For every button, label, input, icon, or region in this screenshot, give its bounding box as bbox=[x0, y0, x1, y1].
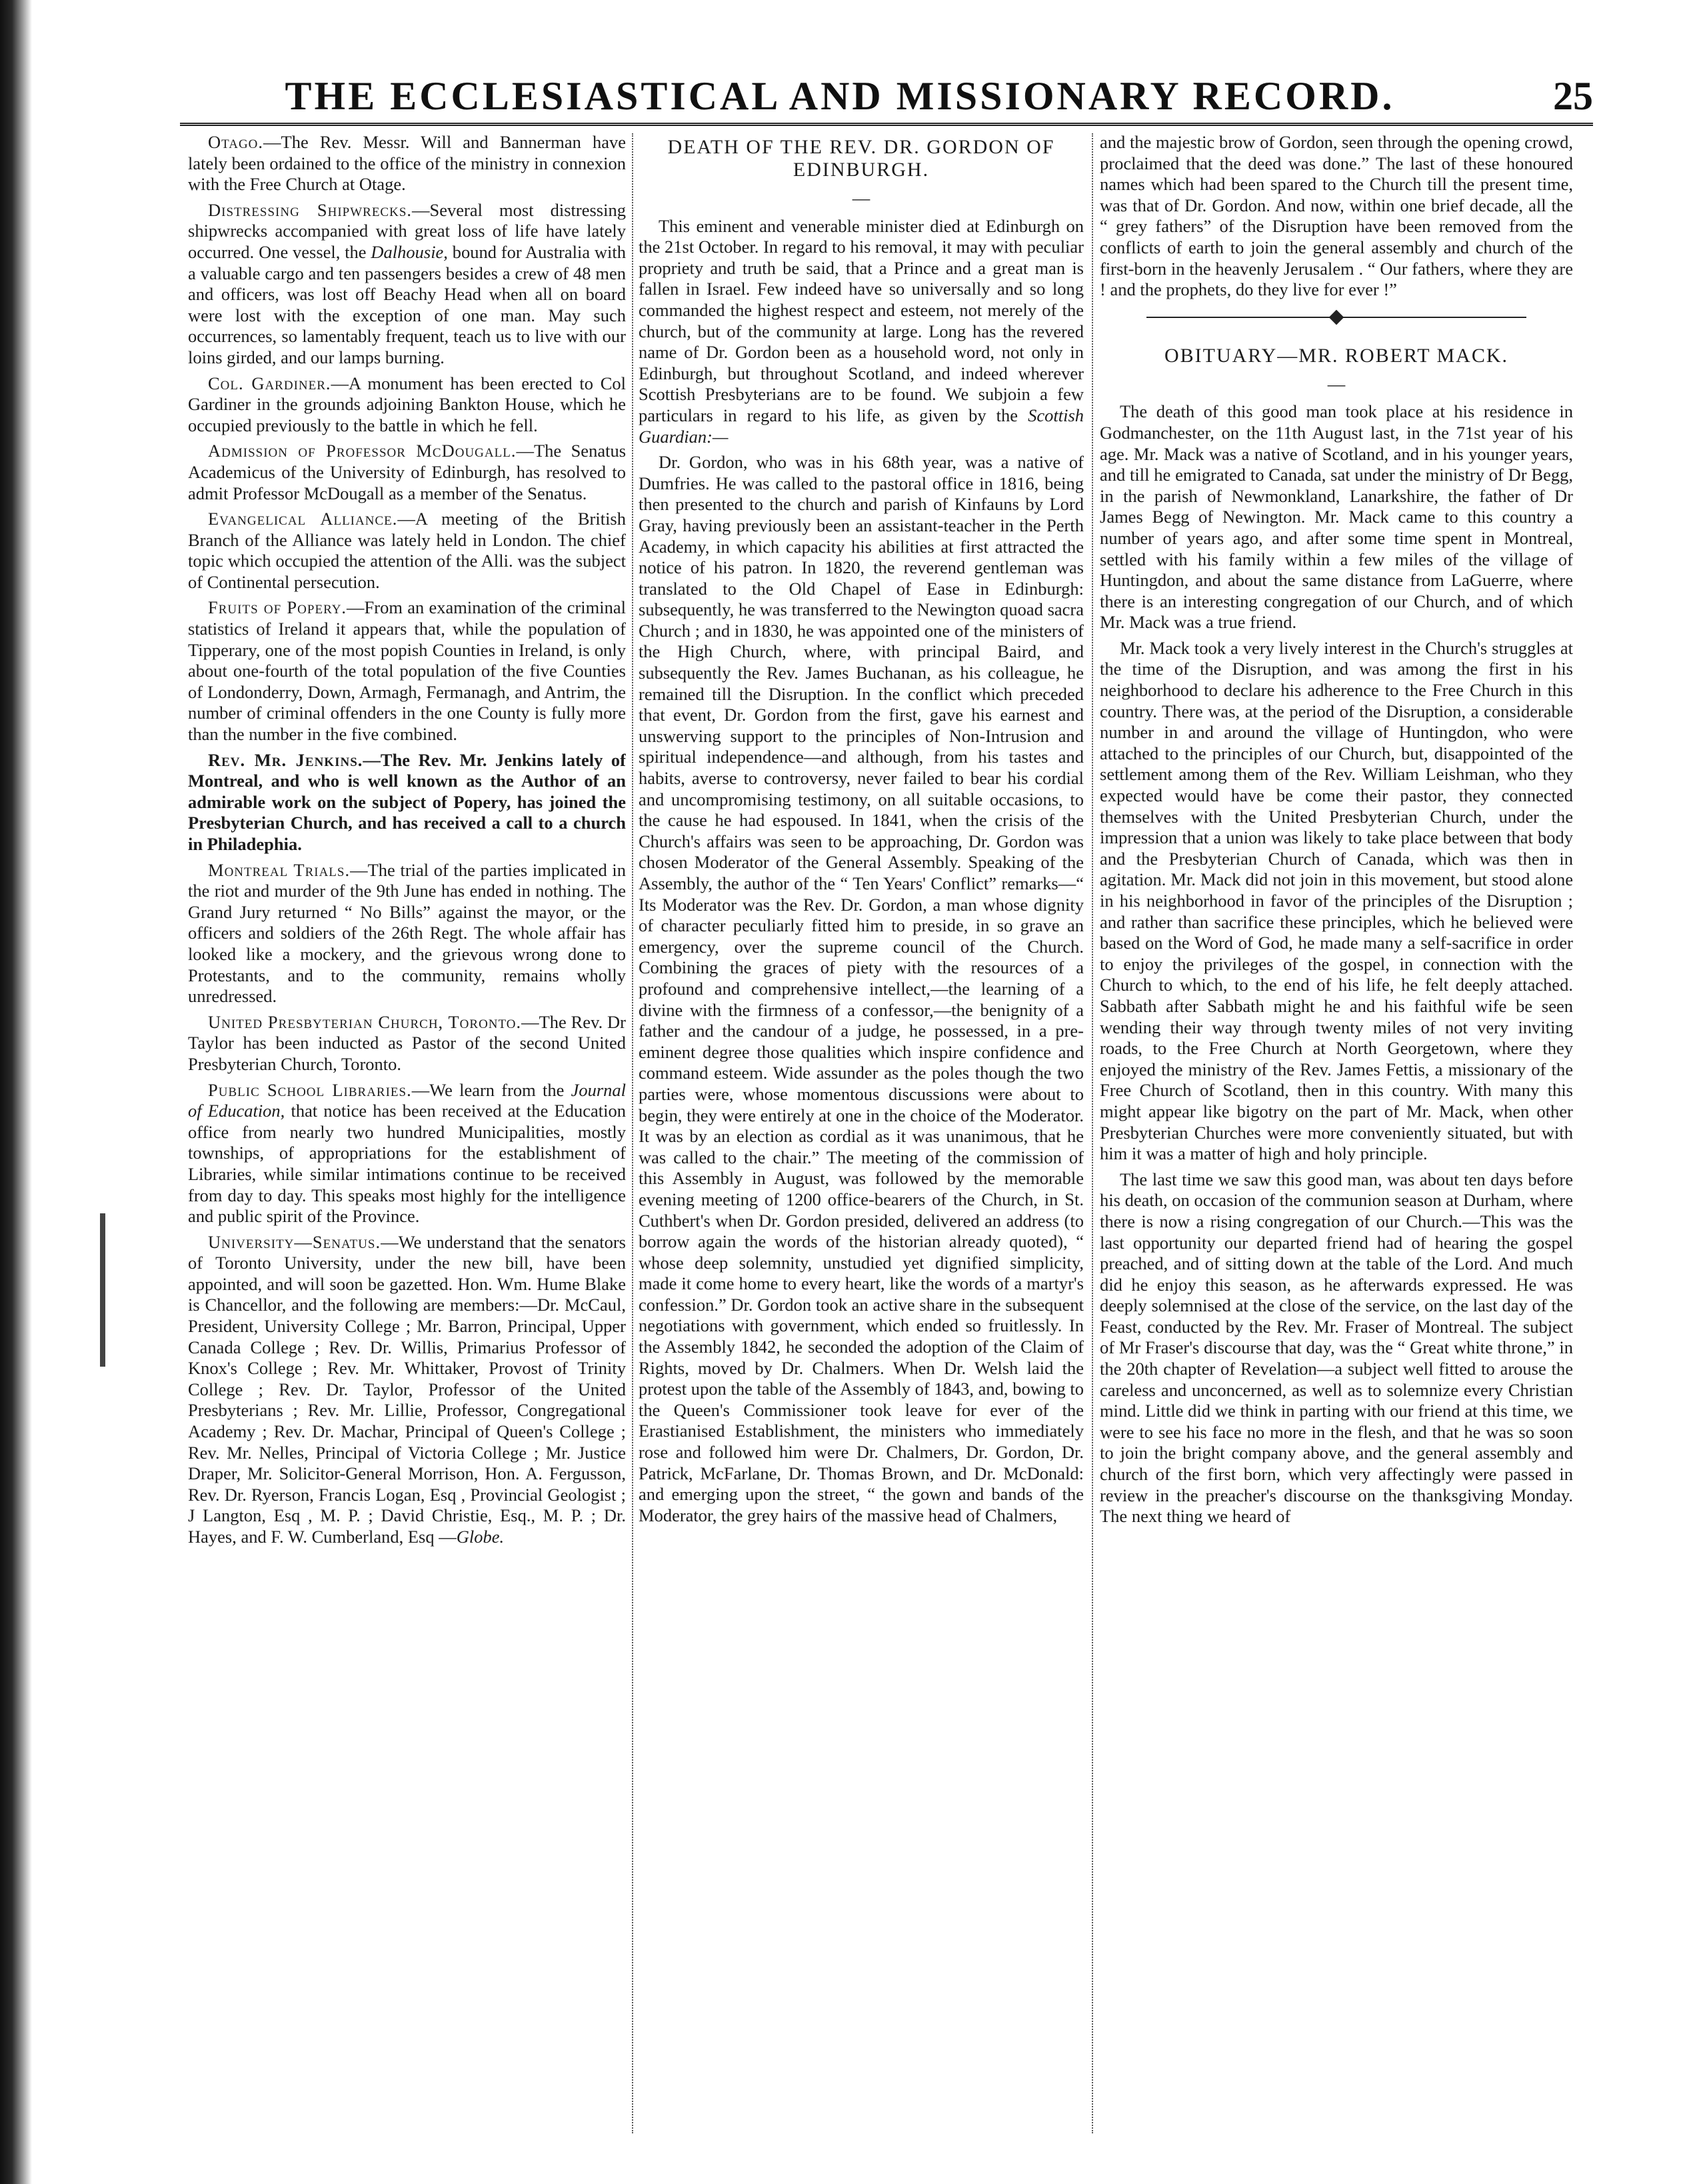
item-body: —Several most distressing shipwrecks accompanied with great loss of life have lately occurred. One vessel, the bbox=[188, 199, 626, 262]
section-divider-ornament bbox=[1146, 317, 1526, 327]
item-body: —A monument has been erected to Col Gardiner in the grounds adjoining Bankton House, which he occupied previously to the battle in which he fell. bbox=[188, 373, 626, 435]
journal-name: Journal of Education, bbox=[188, 1079, 626, 1121]
title-dash: — bbox=[852, 188, 870, 208]
news-item-popery bbox=[188, 597, 626, 745]
paragraph-text: This eminent and venerable minister died at Edinburgh on the 21st October. In regard to his removal, it may with peculiar propriety and truth be said, that a Prince and a great man is fallen in Israel. Few indeed have so universally and so long commanded the highest respect and esteem, not merely of the church, but of the community at large. Long has the revered name of Dr. Gordon been as a household word, not only in Edinburgh, but throughout Scotland, and indeed wherever Scottish Presbyterians are to be found. We subjoin a few particulars in regard to his life, as given by the bbox=[639, 215, 1084, 425]
news-item-libraries bbox=[188, 1080, 626, 1227]
column-middle bbox=[639, 132, 1084, 2145]
news-item-trials bbox=[188, 860, 626, 1007]
item-heading: United Presbyterian Church, Toronto. bbox=[208, 1011, 522, 1032]
source-name: Scottish Guardian:— bbox=[639, 405, 1084, 447]
item-heading: Otago. bbox=[208, 132, 264, 152]
page-binding-edge bbox=[0, 0, 32, 2184]
item-heading: Public School Libraries. bbox=[208, 1079, 412, 1100]
news-item-alliance bbox=[188, 509, 626, 593]
ship-name: Dalhousie, bbox=[371, 241, 448, 262]
item-heading: Col. Gardiner. bbox=[208, 373, 331, 393]
item-heading: Rev. Mr. Jenkins. bbox=[208, 749, 363, 770]
header-rule bbox=[180, 123, 1593, 126]
title-dash: — bbox=[1327, 373, 1346, 394]
article-paragraph: Mr. Mack took a very lively interest in the Church's struggles at the time of the Disruption, and was among the first in his neighborhood to declare his adherence to the Free Church in this country. There was, at the period of the Disruption, a considerable number in and around the village of Huntingdon, who were attached to the principles of our Church, but, disappointed of the settlement among them of the Rev. William Leishman, who they expected would have be come their pastor, they connected themselves with the United Presbyterian Church, under the impression that a union was likely to take place between that body and the Presbyterian Church of Canada, which was then in agitation. Mr. Mack did not join in this movement, but stood alone in his neighborhood in favor of the principles of the Disruption ; and rather than sacrifice these principles, which he believed were based on the Word of God, he made many a self-sacrifice in order to enjoy the privileges of the gospel, in connection with the Church to which, to the end of his life, he felt deeply attached. Sabbath after Sabbath might he and his faithful wife be seen wending their way through twenty miles of not very inviting roads, to the Free Church at North Georgetown, where they enjoyed the ministry of the Rev. James Fettis, a missionary of the Free Church of Scotland, then in this country. With many this might appear like bigotry on the part of Mr. Mack, when other Presbyterian Churches were more conveniently situated, but with him it was a matter of high and holy principle. bbox=[1100, 637, 1573, 1164]
article-paragraph: The last time we saw this good man, was about ten days before his death, on occasion of the communion season at Durham, where there is now a rising congregation of our Church.—This was the last opportunity our departed friend had of hearing the gospel preached, and of sitting down at the table of the Lord. And much did he enjoy this season, as he afterwards expressed. He was deeply solemnised at the close of the service, on the last day of the Feast, conducted by the Rev. Mr. Fraser of Montreal. The subject of Mr Fraser's discourse that day, was the “ Great white throne,” in the 20th chapter of Revelation—a subject well fitted to arouse the careless and unconcerned, as well as to solemnize every Christian mind. Little did we think in parting with our friend at this time, we were to see his face no more in the flesh, and that he was so soon to join the bright company above, and the general assembly and church of the first born, which very affectingly were passed in review in the preacher's discourse on the thanksgiving Monday. The next thing we heard of bbox=[1100, 1169, 1573, 1527]
item-heading: Admission of Professor McDougall. bbox=[208, 441, 517, 461]
news-item-otago bbox=[188, 132, 626, 195]
article-continuation: and the majestic brow of Gordon, seen through the opening crowd, proclaimed that the deed was done.” The last of these honoured names which had been spared to the Church till the present time, was that of Dr. Gordon. And now, within one brief decade, all the “ grey fathers” of the Disruption have been removed from the conflicts of earth to join the general assembly and church of the first-born in the heavenly Jerusalem . “ Our fathers, where they are ! and the prophets, do they live for ever !” bbox=[1100, 132, 1573, 300]
page-number: 25 bbox=[1553, 74, 1593, 118]
item-body: —The trial of the parties implicated in the riot and murder of the 9th June has ended in nothing. The Grand Jury returned “ No Bills” against the mayor, or the officers and soldiers of the 26th Regt. The whole affair has looked like a mockery, and the grievous wrong done to Protestants, and to the community, remains wholly unredressed. bbox=[188, 859, 626, 1007]
page-header bbox=[180, 67, 1593, 127]
item-heading: University—Senatus. bbox=[208, 1231, 381, 1252]
item-body: that notice has been received at the Education office from nearly two hundred Municipalities, mostly townships, of appropriations for the establishment of Libraries, while similar intimations continue to be received from day to day. This speaks most highly for the intelligence and public spirit of the Province. bbox=[188, 1101, 626, 1227]
item-body: —A meeting of the British Branch of the Alliance was lately held in London. The chief topic which occupied the attention of the Alli. was the subject of Continental persecution. bbox=[188, 509, 626, 592]
source-name: Globe. bbox=[456, 1527, 505, 1547]
news-item-senatus bbox=[188, 1232, 626, 1548]
item-heading: Evangelical Alliance. bbox=[208, 509, 398, 529]
item-body: —The Rev. Dr Taylor has been inducted as Pastor of the second United Presbyterian Church, Toronto. bbox=[188, 1011, 626, 1074]
news-item-upc bbox=[188, 1012, 626, 1075]
item-body: bound for Australia with a valuable cargo and ten passengers besides a crew of 48 men and officers, was lost off Beachy Head when all on board were lost with the exception of one man. May such occurrences, so lamentably frequent, teach us to live with our loins girded, and our lamps burning. bbox=[188, 241, 626, 367]
article-title-obituary: OBITUARY—MR. ROBERT MACK. bbox=[1164, 344, 1509, 367]
article-title-gordon: DEATH OF THE REV. DR. GORDON OF EDINBURGH. bbox=[667, 136, 1055, 181]
item-body: —The Senatus Academicus of the University of Edinburgh, has resolved to admit Professor McDougall as a member of the Senatus. bbox=[188, 441, 626, 503]
news-item-gardiner bbox=[188, 373, 626, 437]
item-body: —From an examination of the criminal statistics of Ireland it appears that, while the population of Tipperary, one of the most popish Counties in Ireland, is only about one-fourth of the total population of the five Counties of Londonderry, Down, Armagh, Fermanagh, and Antrim, the number of criminal offenders in the one County is fully more than the number in the five combined. bbox=[188, 597, 626, 745]
item-body: —The Rev. Mr. Jenkins lately of Montreal, and who is well known as the Author of an admirable work on the subject of Popery, has joined the Presbyterian Church, and has received a call to a church in Philadephia. bbox=[188, 749, 626, 854]
article-paragraph: The death of this good man took place at his residence in Godmanchester, on the 11th August last, in the 71st year of his age. Mr. Mack was a native of Scotland, and in his younger years, and till he emigrated to Canada, sat under the ministry of Dr Begg, in the parish of Newmonkland, Lanarkshire, the father of Dr James Begg of Newington. Mr. Mack came to this country a number of years ago, and after some time spent in Montreal, settled with his family within a few miles of the village of Huntingdon, and about the same distance from LaGuerre, where there is an interesting congregation of our Church, and of which Mr. Mack was a true friend. bbox=[1100, 401, 1573, 633]
item-heading: Fruits of Popery. bbox=[208, 597, 347, 618]
item-body: —We understand that the senators of Toronto University, under the new bill, have been appointed, and will soon be gazetted. Hon. Wm. Hume Blake is Chancellor, and the following are members:—Dr. McCaul, President, University College ; Mr. Barron, Principal, Upper Canada College ; Rev. Dr. Willis, Primarius Professor of Knox's College ; Rev. Mr. Whittaker, Provost of Trinity College ; Rev. Dr. Taylor, Professor of the United Presbyterians ; Rev. Mr. Lillie, Professor, Congregational Academy ; Rev. Dr. Machar, Principal of Queen's College ; Rev. Mr. Nelles, Principal of Victoria College ; Mr. Justice Draper, Mr. Solicitor-General Morrison, Hon. A. Fergusson, Rev. Dr. Ryerson, Francis Logan, Esq , Provincial Geologist ; J Langton, Esq , M. P. ; David Christie, Esq., M. P. ; Dr. Hayes, and F. W. Cumberland, Esq — bbox=[188, 1231, 626, 1547]
column-divider-right bbox=[1092, 133, 1093, 2133]
news-item-jenkins bbox=[188, 750, 626, 855]
item-body: —We learn from the bbox=[411, 1079, 565, 1100]
news-item-shipwrecks bbox=[188, 200, 626, 369]
margin-mark bbox=[100, 1213, 105, 1367]
article-paragraph: Dr. Gordon, who was in his 68th year, was a native of Dumfries. He was called to the pastoral office in 1816, being then presented to the church and parish of Kinfauns by Lord Gray, having previously been an assistant-teacher in the Perth Academy, in which capacity his abilities at first attracted the notice of his patron. In 1820, the reverend gentleman was translated to the Old Chapel of Ease in Edinburgh: subsequently, he was transferred to the Newington quoad sacra Church ; and in 1830, he was appointed one of the ministers of the High Church, where, with principal Baird, and subsequently the Rev. James Buchanan, as his colleague, he remained till the Disruption. In the conflict which preceded that event, Dr. Gordon from the first, gave his earnest and unswerving support to the principles of Non-Intrusion and spiritual independence—and although, from his tastes and habits, averse to controversy, never failed to bear his cordial and uncompromising testimony, on all suitable occasions, to the cause he had espoused. In 1841, when the crisis of the Church's affairs was seen to be approaching, Dr. Gordon was chosen Moderator of the General Assembly. Speaking of the Assembly, the author of the “ Ten Years' Conflict” remarks—“ Its Moderator was the Rev. Dr. Gordon, a man whose dignity of character peculiarly fitted him to preside, in so grave an emergency, over the supreme council of the Church. Combining the graces of piety with the resources of a profound and comprehensive intellect,—the learning of a divine with the firmness of a confessor,—the benignity of a father and the candour of a judge, he possessed, in a pre-eminent degree those qualities which inspire confidence and command esteem. Wide assunder as the poles though the two parties were, whose momentous discussions were about to begin, they were entirely at one in the choice of the Moderator. It was by an election as cordial as it was unanimous, that he was called to the chair.” The meeting of the commission of this Assembly in August, was followed by the memorable evening meeting of 1200 office-bearers of the Church, in St. Cuthbert's when Dr. Gordon presided, delivered an address (to borrow again the words of the historian already quoted), “ whose deep solemnity, unstudied yet dignified simplicity, made it come home to every heart, like the words of a martyr's confession.” Dr. Gordon took an active share in the subsequent negotiations with government, which ended so fruitlessly. In the Assembly 1842, he seconded the adoption of the Claim of Rights, moved by Dr. Chalmers. When Dr. Welsh laid the protest upon the table of the Assembly of 1843, and, bowing to the Queen's Commissioner took leave for ever of the Erastianised Establishment, the ministers who immediately rose and followed him were Dr. Chalmers, Dr. Gordon, Dr. Patrick, McFarlane, Dr. Thomas Brown, and Dr. McDonald: and emerging upon the street, “ the gown and bands of the Moderator, the grey hairs of the massive head of Chalmers, bbox=[639, 452, 1084, 1525]
column-left bbox=[188, 132, 626, 2145]
item-body: —The Rev. Messr. Will and Bannerman have lately been ordained to the office of the ministry in connexion with the Free Church at Otage. bbox=[188, 132, 626, 195]
column-right bbox=[1100, 132, 1573, 2145]
column-divider-left bbox=[632, 133, 633, 2133]
running-title: THE ECCLESIASTICAL AND MISSIONARY RECORD. bbox=[285, 74, 1395, 118]
ornament-diamond bbox=[1329, 309, 1344, 325]
news-item-mcdougall bbox=[188, 441, 626, 504]
item-heading: Montreal Trials. bbox=[208, 859, 351, 880]
item-heading: Distressing Shipwrecks. bbox=[208, 199, 413, 220]
article-paragraph bbox=[639, 216, 1084, 448]
